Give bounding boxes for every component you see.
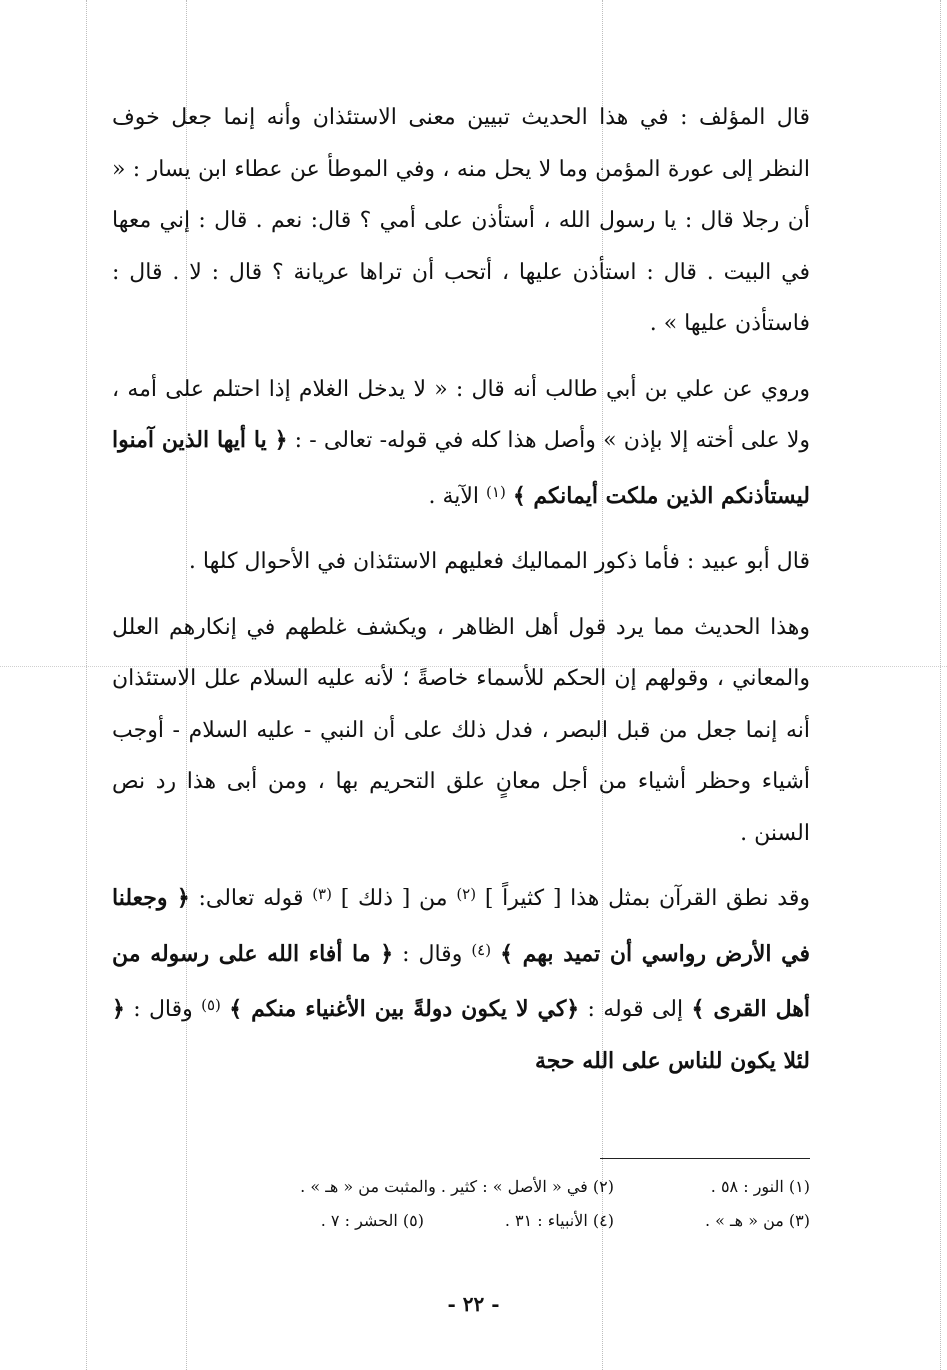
paragraph-4 — [112, 602, 810, 860]
footnote: (٣) من « هـ » . — [704, 1211, 810, 1230]
paragraph-text: وقال : — [124, 997, 202, 1022]
body-text — [112, 92, 810, 1087]
paragraph-text: وهذا الحديث مما يرد قول أهل الظاهر ، ويكشف غلطهم في إنكارهم العلل والمعاني ، وقولهم إن الحكم للأسماء خاصةً ؛ لأنه عليه السلام علل الاستئذان أنه إنما جعل من قبل البصر ، فدل ذلك على أن النبي - عليه السلام - أوجب أشياء وحظر أشياء من أجل معانٍ علق التحريم بها ، ومن أبى هذا رد نص السنن . — [112, 614, 810, 846]
paragraph-text: قال أبو عبيد : فأما ذكور المماليك فعليهم الاستئذان في الأحوال كلها . — [188, 549, 810, 574]
footnote-ref: (١) — [486, 482, 506, 501]
paragraph-text: إلى قوله : — [579, 997, 692, 1022]
footnote: (٢) في « الأصل » : كثير . والمثبت من « هـ » . — [300, 1177, 614, 1196]
paragraph-5 — [112, 869, 810, 1087]
paragraph-3 — [112, 536, 810, 588]
footnote: (٤) الأنبياء : ٣١ . — [504, 1211, 614, 1230]
paragraph-1 — [112, 92, 810, 350]
footnote-divider — [600, 1158, 810, 1159]
footnote-row — [150, 1204, 810, 1238]
footnote: (١) النور : ٥٨ . — [710, 1177, 810, 1196]
scan-guide-line — [86, 0, 87, 1370]
footnote-ref: (٣) — [312, 885, 332, 903]
quran-quote: ﴿ لئلا يكون للناس على الله حجة — [112, 996, 810, 1074]
footnote-row — [150, 1170, 810, 1204]
paragraph-text: الآية . — [428, 483, 487, 509]
paragraph-text: قال المؤلف : في هذا الحديث تبيين معنى الاستئذان وأنه إنما جعل خوف النظر إلى عورة المؤمن وما لا يحل منه ، وفي الموطأ عن عطاء ابن يسار : « أن رجلا قال : يا رسول الله ، أستأذن على أمي ؟ قال: نعم . قال : إني معها في البيت . قال : استأذن عليها ، أتحب أن تراها عريانة ؟ قال : لا . قال : فاستأذن عليها » . — [112, 105, 810, 336]
paragraph-text: وروي عن علي بن أبي طالب أنه قال : « لا يدخل الغلام إذا احتلم على أمه ، ولا على أخته إلا بإذن » وأصل هذا كله في قوله- تعالى - : — [112, 376, 811, 453]
footnote-ref: (٤) — [471, 940, 492, 959]
footnote-ref: (٥) — [201, 996, 221, 1014]
paragraph-2 — [112, 364, 810, 523]
paragraph-text: من [ ذلك ] — [331, 886, 457, 911]
paragraph-text: قوله تعالى: — [189, 886, 313, 911]
page-number: - ٢٢ - — [447, 1292, 500, 1316]
footnotes — [150, 1170, 810, 1238]
quran-quote: ﴿ ما أفاء الله على رسوله من أهل القرى ﴾ — [112, 940, 810, 1022]
quran-quote: ﴿ يا أيها الذين آمنوا ليستأذنكم الذين ملكت أيمانكم ﴾ — [112, 427, 810, 509]
quran-quote: ﴿ وجعلنا في الأرض رواسي أن تميد بهم ﴾ — [112, 885, 810, 967]
paragraph-text: وقد نطق القرآن بمثل هذا [ كثيراً ] — [476, 886, 810, 911]
footnote: (٥) الحشر : ٧ . — [320, 1211, 424, 1230]
footnote-ref: (٢) — [456, 885, 477, 903]
scan-guide-line — [940, 0, 941, 1370]
quran-quote: ﴿كي لا يكون دولةً بين الأغنياء منكم ﴾ — [229, 996, 580, 1022]
paragraph-text: وقال : — [393, 941, 472, 967]
